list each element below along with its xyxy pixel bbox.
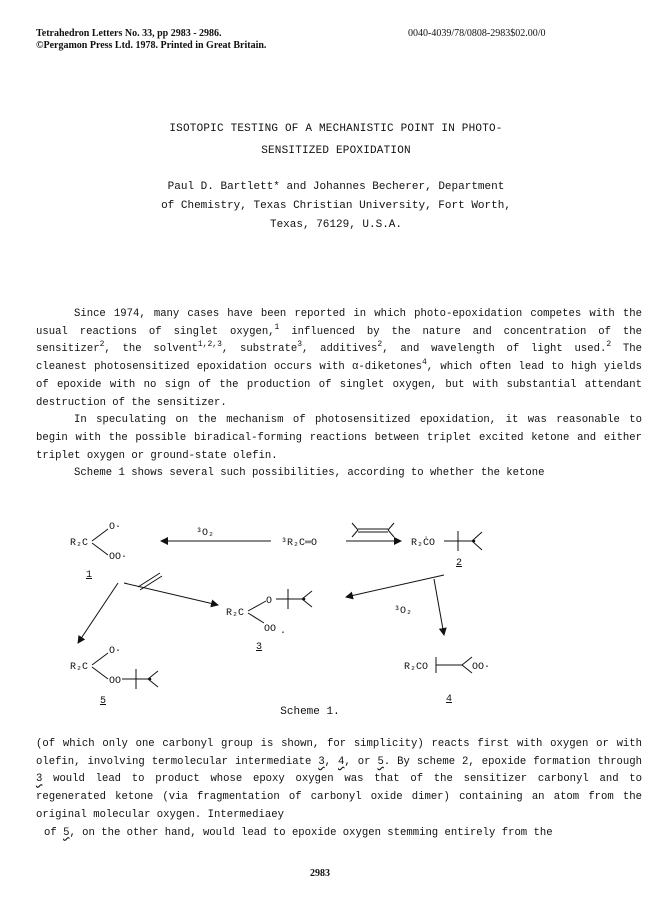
- discussion-section: [36, 736, 642, 842]
- paragraph-5: of 5, on the other hand, would lead to epoxide oxygen stemming entirely from the: [44, 826, 553, 839]
- compound-5: [70, 646, 158, 707]
- compound-1-o-dot: O·: [109, 522, 122, 533]
- journal-header: [36, 28, 266, 52]
- compound-3: [226, 589, 312, 653]
- o2-label-top: ³O₂: [196, 528, 215, 539]
- compound-5-label: 5: [100, 696, 107, 707]
- paragraph-4: (of which only one carbonyl group is shown, for simplicity) reacts first with oxygen or with olefin, involving termolecular intermediate 3, 4, or 5. By scheme 2, epoxide formation through 3 would lead to product whose epoxy oxygen was that of the sensitizer carbonyl and to regenerated ketone (via fragmentation of carbonyl oxide dimer) containing an atom from the original molecular oxygen. Intermediaey: [36, 738, 642, 821]
- author-line-3: Texas, 76129, U.S.A.: [269, 219, 403, 231]
- scheme-caption: Scheme 1.: [280, 706, 340, 718]
- paragraph-2: In speculating on the mechanism of photosensitized epoxidation, it was reasonable to begin with the possible biradical-forming reactions between triplet excited ketone and either triplet oxygen or ground-state olefin.: [36, 414, 642, 462]
- compound-2-label: 2: [456, 558, 463, 569]
- compound-2: [411, 531, 482, 569]
- o2-label-mid: ³O₂: [394, 606, 413, 617]
- compound-4: [404, 657, 490, 705]
- compound-3-oo: OO: [264, 624, 277, 635]
- compound-4-label: 4: [446, 694, 453, 705]
- compound-2-r2co: R₂ĊO: [411, 538, 436, 549]
- compound-5-o-dot: O·: [109, 646, 122, 657]
- compound-3-label: 3: [256, 642, 263, 653]
- compound-4-r2co: R₂CO: [404, 662, 429, 673]
- compound-1-oo-dot: OO·: [109, 552, 128, 563]
- compound-5-oo: OO: [109, 676, 122, 687]
- article-code: 0040-4039/78/0808-2983$02.00/0: [408, 28, 546, 39]
- author-line-2: of Chemistry, Texas Christian University, Fort Worth,: [161, 200, 511, 212]
- publisher-line: ©Pergamon Press Ltd. 1978. Printed in Great Britain.: [36, 40, 267, 51]
- svg-text:.: .: [280, 626, 287, 637]
- paragraph-3: Scheme 1 shows several such possibilities, according to whether the ketone: [74, 467, 545, 480]
- author-line-1: Paul D. Bartlett* and Johannes Becherer, Department: [167, 181, 505, 193]
- intro-section: [36, 306, 642, 483]
- compound-5-r2c: R₂C: [70, 662, 89, 673]
- paragraph-1: Since 1974, many cases have been reported in which photo-epoxidation competes with the usual reactions of singlet oxygen,$^1$ influenced by the nature and concentration of the sensitizer$^2$, the solvent$^{1,2,3}$, substrate$^3$, additives$^2$, and wavelength of light used.$^2$ The cleanest photosensitized epoxidation occurs with α-diketones$^4$, which often lead to high yields of epoxide with no sign of the production of singlet oxygen, but with substantial attendant destruction of the sensitizer.: [36, 308, 643, 409]
- compound-4-oo-dot: OO·: [472, 662, 491, 673]
- title-line-2: SENSITIZED EPOXIDATION: [261, 145, 411, 157]
- compound-1: [70, 522, 127, 581]
- olefin-icon: [352, 523, 394, 537]
- scheme-1-diagram: [56, 515, 616, 730]
- compound-3-r2c: R₂C: [226, 608, 245, 619]
- paper-title: [0, 118, 672, 162]
- triplet-ketone: ³R₂C═O: [281, 538, 318, 549]
- journal-citation: Tetrahedron Letters No. 33, pp 2983 - 2986.: [36, 28, 222, 39]
- author-block: [0, 178, 672, 235]
- compound-1-label: 1: [86, 570, 93, 581]
- compound-3-o: O: [266, 596, 273, 607]
- page-number: 2983: [310, 868, 330, 879]
- title-line-1: ISOTOPIC TESTING OF A MECHANISTIC POINT IN PHOTO-: [169, 123, 503, 135]
- compound-1-r2c: R₂C: [70, 538, 89, 549]
